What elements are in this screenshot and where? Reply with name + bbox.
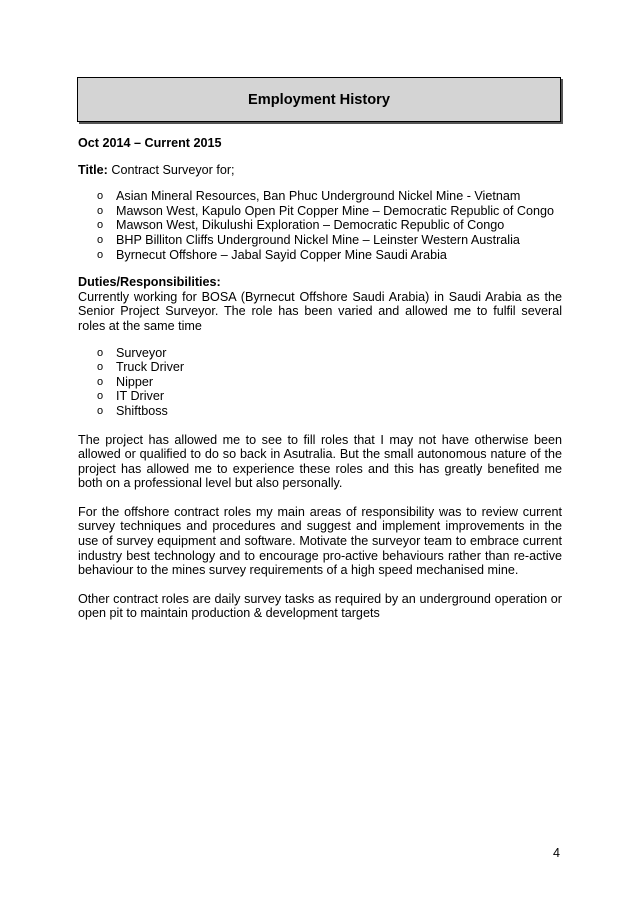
list-item (97, 346, 562, 361)
role-text: Surveyor (116, 345, 167, 360)
employment-period: Oct 2014 – Current 2015 (78, 136, 222, 150)
contract-text: Asian Mineral Resources, Ban Phuc Underground Nickel Mine - Vietnam (116, 189, 521, 204)
duties-intro: Currently working for BOSA (Byrnecut Offshore Saudi Arabia) in Saudi Arabia as the Senior Project Surveyor. The role has been varied and allowed me to fulfil several roles at the same time (78, 289, 562, 333)
paragraph-project: The project has allowed me to see to fill roles that I may not have otherwise been allowed or qualified to do so back in Asutralia. But the small autonomous nature of the project has allowed me to experience these roles and this has greatly benefited me both on a professional level but also personally. (78, 432, 562, 491)
contracts-list (78, 189, 562, 262)
bullet-icon: o (97, 233, 104, 246)
list-item (97, 189, 562, 204)
bullet-icon: o (97, 361, 104, 374)
list-item (97, 248, 562, 263)
role-text: Truck Driver (116, 360, 185, 375)
paragraph-offshore: For the offshore contract roles my main areas of responsibility was to review current survey techniques and procedures and suggest and implement improvements in the use of survey equipment and software. Motivate the surveyor team to embrace current industry best technology and to encourage pro-active behaviours rather than re-active behaviour to the mines survey requirements of a high speed mechanised mine. (78, 504, 562, 578)
job-title-line (78, 163, 562, 178)
bullet-icon: o (97, 346, 104, 359)
list-item (97, 233, 562, 248)
bullet-icon: o (97, 204, 104, 217)
job-title-label: Title: (78, 162, 108, 177)
contract-text: BHP Billiton Cliffs Underground Nickel Mine – Leinster Western Australia (116, 232, 520, 247)
bullet-icon: o (97, 219, 104, 232)
paragraph-other-roles: Other contract roles are daily survey tasks as required by an underground operation or open pit to maintain production & development targets (78, 591, 562, 621)
section-title: Employment History (248, 92, 390, 109)
list-item (97, 360, 562, 375)
contract-text: Byrnecut Offshore – Jabal Sayid Copper Mine Saudi Arabia (116, 247, 447, 262)
bullet-icon: o (97, 248, 104, 261)
role-text: Shiftboss (116, 403, 168, 418)
employment-content (78, 136, 562, 621)
role-text: IT Driver (116, 389, 165, 404)
list-item (97, 218, 562, 233)
list-item (97, 375, 562, 390)
bullet-icon: o (97, 375, 104, 388)
bullet-icon: o (97, 190, 104, 203)
list-item (97, 404, 562, 419)
contract-text: Mawson West, Kapulo Open Pit Copper Mine – Democratic Republic of Congo (116, 203, 554, 218)
roles-list (78, 346, 562, 419)
job-title-text: Contract Surveyor for; (107, 162, 235, 177)
page-number: 4 (553, 846, 561, 860)
duties-heading: Duties/Responsibilities: (78, 275, 221, 290)
bullet-icon: o (97, 390, 104, 403)
contract-text: Mawson West, Dikulushi Exploration – Democratic Republic of Congo (116, 218, 505, 233)
role-text: Nipper (116, 374, 154, 389)
section-header-box (77, 77, 561, 122)
list-item (97, 204, 562, 219)
bullet-icon: o (97, 404, 104, 417)
list-item (97, 389, 562, 404)
